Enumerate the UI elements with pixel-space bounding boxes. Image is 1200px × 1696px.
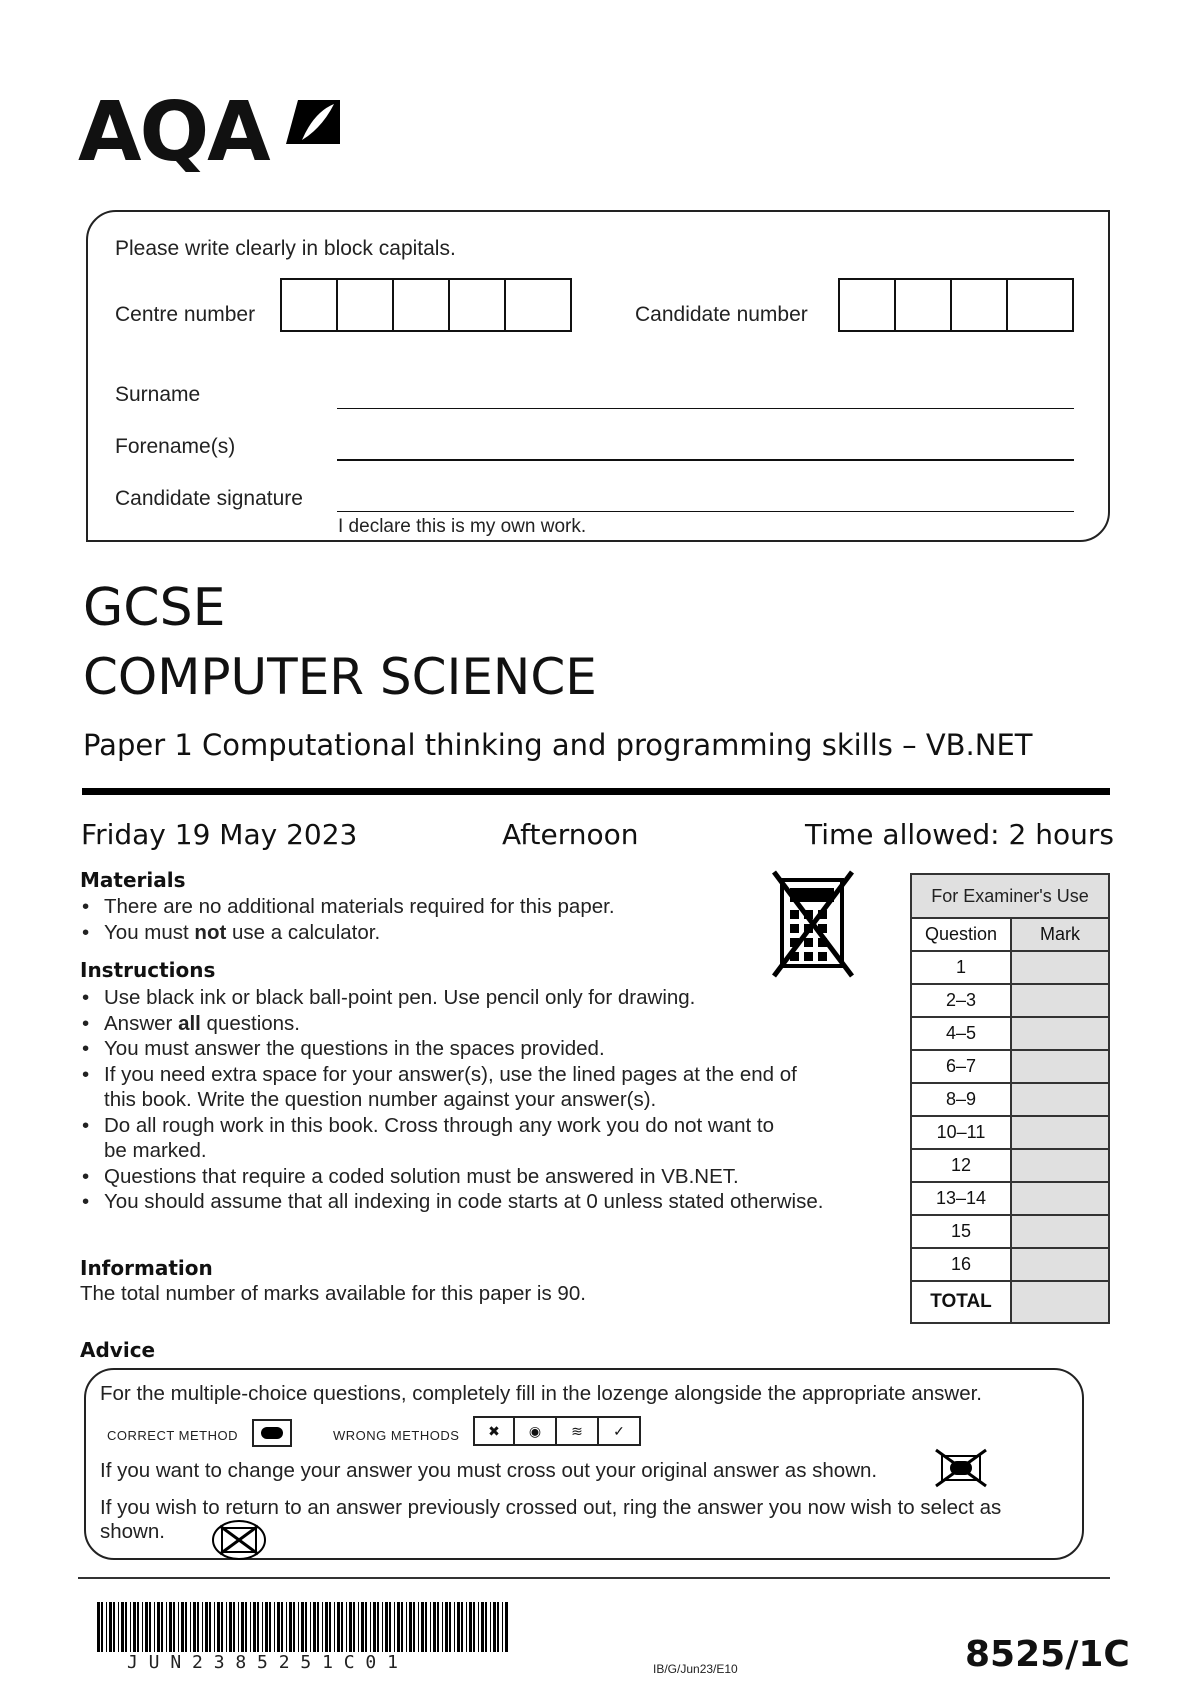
question-cell: 16	[911, 1248, 1011, 1281]
information-heading: Information	[80, 1256, 213, 1280]
question-cell: 1	[911, 951, 1011, 984]
list-item: • If you need extra space for your answer(s), use the lined pages at the end of this book. Write the question number against your answer(s).	[80, 1062, 824, 1113]
table-row	[911, 1149, 1109, 1182]
title-rule	[82, 788, 1110, 795]
list-item: • You must not use a calculator.	[80, 920, 780, 946]
total-label: TOTAL	[911, 1281, 1011, 1323]
table-row	[911, 1083, 1109, 1116]
mark-cell	[1011, 1182, 1109, 1215]
mark-cell	[1011, 951, 1109, 984]
forename-field[interactable]	[337, 459, 1074, 461]
list-item: • Use black ink or black ball-point pen. Use pencil only for drawing.	[80, 985, 870, 1011]
advice-line-1: For the multiple-choice questions, completely fill in the lozenge alongside the appropriate answer.	[100, 1382, 983, 1405]
exam-date: Friday 19 May 2023	[81, 818, 358, 851]
correct-method-label: CORRECT METHOD	[107, 1428, 238, 1443]
paper-code: 8525/1C	[965, 1634, 1130, 1675]
mark-cell	[1011, 1116, 1109, 1149]
barcode-text: J U N 2 3 8 5 2 5 1 C 0 1	[127, 1652, 398, 1673]
list-item: • You must answer the questions in the spaces provided.	[80, 1036, 870, 1062]
mark-cell	[1011, 1248, 1109, 1281]
table-row	[911, 1248, 1109, 1281]
exam-session: Afternoon	[502, 818, 639, 851]
question-column-header: Question	[911, 918, 1011, 951]
paper-title: Paper 1 Computational thinking and programming skills – VB.NET	[83, 728, 1033, 762]
question-cell: 12	[911, 1149, 1011, 1182]
total-row	[911, 1281, 1109, 1323]
centre-number-label: Centre number	[115, 303, 256, 326]
table-row	[911, 984, 1109, 1017]
question-cell: 8–9	[911, 1083, 1011, 1116]
aqa-logo-mark-icon	[284, 94, 344, 152]
advice-line-3: If you wish to return to an answer previously crossed out, ring the answer you now wish to select as shown.	[100, 1496, 1002, 1543]
wrong-methods-lozenges	[473, 1416, 641, 1446]
list-item: • You should assume that all indexing in code starts at 0 unless stated otherwise.	[80, 1189, 870, 1215]
instructions-heading: Instructions	[80, 958, 216, 982]
declaration-text: I declare this is my own work.	[338, 516, 587, 537]
examiners-use-title: For Examiner's Use	[911, 874, 1109, 918]
mark-cell	[1011, 1215, 1109, 1248]
table-row	[911, 1116, 1109, 1149]
paper-reference: IB/G/Jun23/E10	[653, 1662, 738, 1676]
wrong-cross-lozenge-icon: ✖	[473, 1416, 515, 1446]
table-row	[911, 1182, 1109, 1215]
crossed-out-lozenge-icon	[934, 1448, 988, 1488]
question-cell: 4–5	[911, 1017, 1011, 1050]
centre-number-field[interactable]	[280, 278, 572, 332]
ringed-lozenge-icon	[210, 1518, 268, 1562]
question-cell: 6–7	[911, 1050, 1011, 1083]
examiners-use-table	[910, 873, 1110, 1324]
candidate-number-field[interactable]	[838, 278, 1074, 332]
wrong-dot-lozenge-icon: ◉	[515, 1416, 557, 1446]
wrong-scribble-lozenge-icon: ≋	[557, 1416, 599, 1446]
instructions-list	[80, 985, 870, 1215]
materials-heading: Materials	[80, 868, 186, 892]
time-allowed: Time allowed: 2 hours	[805, 818, 1114, 851]
total-mark-cell	[1011, 1281, 1109, 1323]
list-item: • Do all rough work in this book. Cross through any work you do not want to be marked.	[80, 1113, 784, 1164]
advice-line-2: If you want to change your answer you must cross out your original answer as shown.	[100, 1459, 878, 1482]
subject-title: COMPUTER SCIENCE	[83, 648, 597, 706]
surname-field[interactable]	[337, 408, 1074, 409]
barcode-icon	[97, 1602, 511, 1652]
no-calculator-icon	[770, 868, 856, 980]
mark-cell	[1011, 1017, 1109, 1050]
aqa-logo	[78, 85, 269, 180]
footer-rule	[78, 1577, 1110, 1579]
mark-cell	[1011, 1083, 1109, 1116]
forename-label: Forename(s)	[115, 435, 236, 458]
signature-field[interactable]	[337, 511, 1074, 512]
wrong-tick-lozenge-icon: ✓	[599, 1416, 641, 1446]
signature-label: Candidate signature	[115, 487, 303, 510]
block-capitals-instruction: Please write clearly in block capitals.	[115, 237, 456, 260]
advice-heading: Advice	[80, 1338, 156, 1362]
table-row	[911, 1050, 1109, 1083]
list-item: • There are no additional materials required for this paper.	[80, 894, 780, 920]
information-text: The total number of marks available for this paper is 90.	[80, 1282, 586, 1305]
wrong-methods-label: WRONG METHODS	[333, 1428, 460, 1443]
table-row	[911, 1215, 1109, 1248]
qualification-title: GCSE	[83, 578, 226, 638]
question-cell: 13–14	[911, 1182, 1011, 1215]
mark-cell	[1011, 1050, 1109, 1083]
list-item: • Answer all questions.	[80, 1011, 870, 1037]
materials-list	[80, 894, 780, 945]
question-cell: 15	[911, 1215, 1011, 1248]
question-cell: 2–3	[911, 984, 1011, 1017]
table-row	[911, 951, 1109, 984]
surname-label: Surname	[115, 383, 201, 406]
question-cell: 10–11	[911, 1116, 1011, 1149]
aqa-logo-text: AQA	[78, 85, 269, 180]
mark-cell	[1011, 1149, 1109, 1182]
candidate-number-label: Candidate number	[635, 303, 808, 326]
mark-cell	[1011, 984, 1109, 1017]
mark-column-header: Mark	[1011, 918, 1109, 951]
correct-method-lozenge-icon	[252, 1419, 292, 1447]
table-row	[911, 1017, 1109, 1050]
list-item: • Questions that require a coded solution must be answered in VB.NET.	[80, 1164, 870, 1190]
